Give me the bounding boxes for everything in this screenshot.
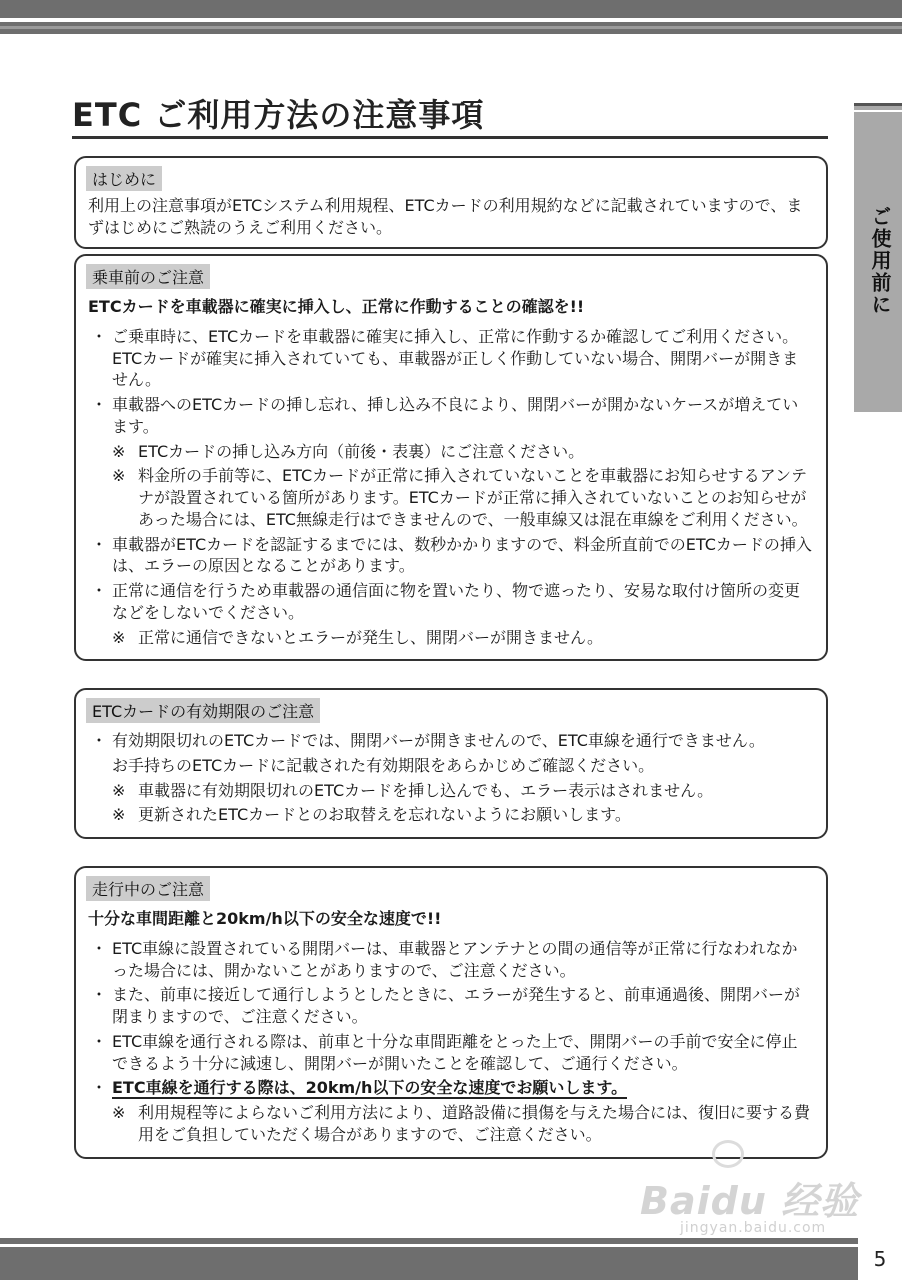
bullet-text: ご乗車時に、ETCカードを車載器に確実に挿入し、正常に作動するか確認してご利用ください。ETCカードが確実に挿入されていても、車載器が正しく作動していない場合、開閉バーが開きません。: [112, 326, 799, 390]
bullet-text: 車載器へのETCカードの挿し忘れ、挿し込み不良により、開閉バーが開かないケースが増えています。: [112, 395, 799, 436]
note-item: [112, 780, 812, 802]
intro-text: 利用上の注意事項がETCシステム利用規程、ETCカードの利用規約などに記載されていますので、まずはじめにご熟読のうえご利用ください。: [88, 196, 803, 237]
note-text: 車載器に有効期限切れのETCカードを挿し込んでも、エラー表示はされません。: [138, 780, 714, 800]
note-text: ETCカードの挿し込み方向（前後・表裏）にご注意ください。: [138, 441, 585, 461]
section-heading: はじめに: [86, 166, 162, 191]
title-underline: [72, 136, 828, 139]
bullet-text: ETC車線に設置されている開閉バーは、車載器とアンテナとの間の通信等が正常に行なわれなかった場合には、開かないことがありますので、ご注意ください。: [112, 938, 798, 980]
section-heading: ETCカードの有効期限のご注意: [86, 698, 320, 723]
bullet-mark: ・: [90, 731, 107, 750]
note-mark: ※: [112, 627, 126, 647]
emphasis-underline: ETC車線を通行する際は、20km/h以下の安全な速度でお願いします。: [112, 1078, 628, 1098]
lead-text: ETCカードを車載器に確実に挿入し、正常に作動することの確認を!!: [88, 297, 585, 316]
watermark-paw-icon: [712, 1140, 744, 1168]
note-item: [112, 1102, 812, 1146]
note-text: 利用規程等によらないご利用方法により、道路設備に損傷を与えた場合には、復旧に要する費用をご負担していただく場合がありますので、ご注意ください。: [138, 1103, 811, 1144]
bullet-mark: ・: [90, 326, 107, 346]
section-driving: [74, 866, 828, 1159]
section-before-riding: [74, 254, 828, 661]
bullet-mark: ・: [90, 1031, 107, 1051]
note-mark: ※: [112, 441, 126, 461]
note-item: [112, 441, 812, 463]
note-item: [112, 627, 812, 649]
page-number: 5: [858, 1238, 902, 1280]
note-text: 料金所の手前等に、ETCカードが正常に挿入されていないことを車載器にお知らせするアンテナが設置されている箇所があります。ETCカードが正常に挿入されていないことのお知らせがあった場合には、ETC無線走行はできませんので、一般車線又は混在車線をご利用ください。: [138, 466, 808, 529]
side-tab[interactable]: [854, 103, 902, 412]
bullet-text: ETC車線を通行される際は、前車と十分な車間距離をとった上で、開閉バーの手前で安全に停止できるよう十分に減速し、開閉バーが開いたことを確認して、ご通行ください。: [112, 1031, 798, 1073]
bullet-text: また、前車に接近して通行しようとしたときに、エラーが発生すると、前車通過後、開閉バーが閉まりますので、ご注意ください。: [112, 985, 801, 1027]
bullet-mark: ・: [90, 534, 107, 554]
bullet-item: [86, 394, 812, 438]
bullet-item: [86, 1077, 812, 1099]
bullet-item: [86, 984, 812, 1028]
note-mark: ※: [112, 466, 126, 486]
section-card-validity: [74, 688, 828, 839]
bullet-text-emphasis: [112, 1077, 812, 1099]
bottom-footer-bar: [0, 1238, 858, 1280]
bullet-text: 有効期限切れのETCカードでは、開閉バーが開きませんので、ETC車線を通行できません。: [112, 731, 765, 750]
note-mark: ※: [112, 780, 126, 800]
bullet-mark: ・: [90, 938, 107, 958]
note-text: 更新されたETCカードとのお取替えを忘れないようにお願いします。: [138, 805, 631, 825]
watermark-logo: Baidu 经验: [640, 1179, 860, 1223]
page-title: ETC ご利用方法の注意事項: [72, 96, 485, 134]
bullet-text: 車載器がETCカードを認証するまでには、数秒かかりますので、料金所直前でのETCカードの挿入は、エラーの原因となることがあります。: [112, 534, 812, 576]
note-text: 正常に通信できないとエラーが発生し、開閉バーが開きません。: [138, 627, 603, 647]
section-heading: 乗車前のご注意: [86, 264, 210, 289]
bullet-mark: ・: [90, 1078, 107, 1098]
note-item: [112, 465, 812, 530]
note-mark: ※: [112, 805, 126, 825]
section-heading: 走行中のご注意: [86, 876, 210, 901]
side-tab-label: ご使用前に: [868, 206, 892, 316]
bullet-item: [86, 1031, 812, 1075]
watermark-url: jingyan.baidu.com: [680, 1220, 827, 1236]
bullet-item: [86, 938, 812, 982]
bullet-continuation: お手持ちのETCカードに記載された有効期限をあらかじめご確認ください。: [112, 755, 655, 775]
top-header-bar: [0, 0, 902, 34]
note-item: [112, 804, 812, 826]
bullet-item: [86, 326, 812, 391]
bullet-mark: ・: [90, 985, 107, 1005]
bullet-item: [86, 580, 812, 624]
bullet-mark: ・: [90, 581, 107, 601]
bullet-item: [86, 730, 812, 752]
note-mark: ※: [112, 1103, 126, 1123]
section-intro: [74, 156, 828, 249]
bullet-mark: ・: [90, 395, 107, 415]
bullet-item: [86, 534, 812, 578]
lead-text: 十分な車間距離と20km/h以下の安全な速度で!!: [88, 909, 442, 928]
bullet-text: 正常に通信を行うため車載器の通信面に物を置いたり、物で遮ったり、安易な取付け箇所の変更などをしないでください。: [112, 581, 801, 622]
